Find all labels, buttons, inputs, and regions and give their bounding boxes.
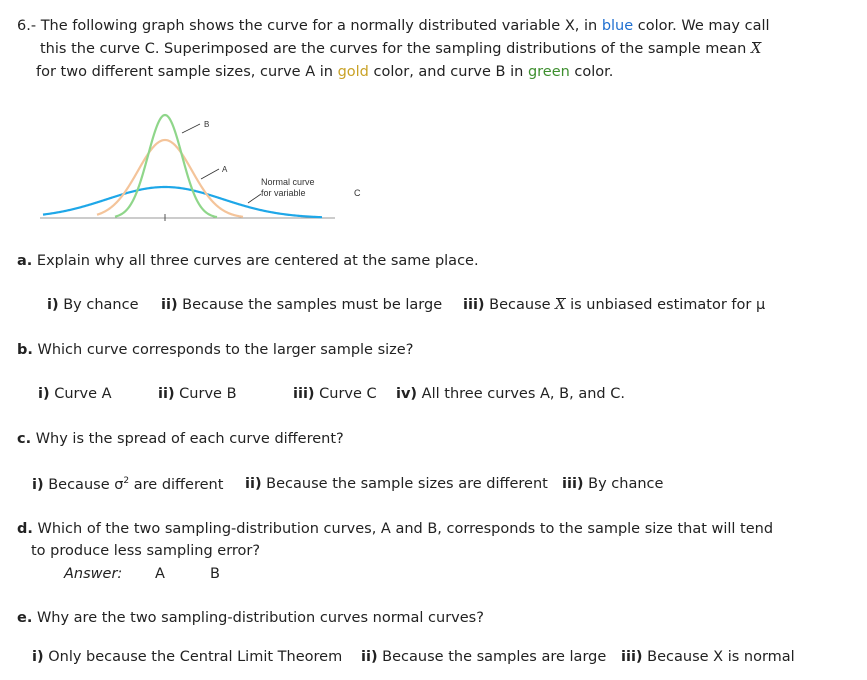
part-a-option-2[interactable]: [161, 297, 442, 313]
part-b-opt4-num: iv): [396, 386, 418, 402]
part-c-letter: c.: [17, 431, 32, 447]
part-c-option-2[interactable]: [245, 476, 548, 492]
normal-curves-figure: [35, 108, 375, 228]
part-e-opt2-text: Because the samples are large: [377, 649, 607, 665]
part-e-letter: e.: [17, 610, 33, 626]
part-c-opt2-num: ii): [245, 476, 262, 492]
blue-word: blue: [601, 18, 634, 34]
normal-curve-label-1: Normal curve: [261, 177, 315, 187]
part-b-option-2[interactable]: [158, 386, 237, 402]
answer-option-a[interactable]: A: [155, 566, 165, 582]
part-e-opt2-num: ii): [361, 649, 378, 665]
pointer-a: [201, 169, 219, 179]
part-a-letter: a.: [17, 253, 33, 269]
green-word: green: [527, 64, 570, 80]
part-a-opt3-pre: Because: [484, 297, 556, 313]
part-d-question-line2: [31, 543, 260, 559]
part-a-opt1-text: By chance: [58, 297, 139, 313]
part-a-option-3[interactable]: [463, 297, 765, 313]
part-a-opt2-num: ii): [161, 297, 178, 313]
part-b-option-4[interactable]: [396, 386, 625, 402]
curve-a-gold: [97, 140, 243, 217]
label-c: C: [354, 188, 361, 198]
part-b-letter: b.: [17, 342, 33, 358]
part-a-text: Explain why all three curves are centered at the same place.: [32, 253, 479, 269]
part-c-opt2-text: Because the sample sizes are different: [261, 476, 548, 492]
part-b-opt1-text: Curve A: [49, 386, 112, 402]
label-b: B: [204, 120, 210, 129]
part-c-option-3[interactable]: [562, 476, 663, 492]
part-c-opt3-num: iii): [562, 476, 584, 492]
part-a-opt2-text: Because the samples must be large: [177, 297, 443, 313]
part-b-option-1[interactable]: [38, 386, 112, 402]
part-e-opt1-num: i): [32, 649, 44, 665]
part-b-question: [17, 342, 413, 358]
part-c-question: [17, 431, 344, 447]
part-c-opt1-post: are different: [129, 476, 224, 493]
part-a-option-1[interactable]: [47, 297, 139, 313]
pointer-b: [182, 124, 200, 133]
part-c-opt3-text: By chance: [583, 476, 664, 492]
xbar-symbol: X: [750, 41, 762, 57]
part-c-text: Why is the spread of each curve different?: [31, 431, 344, 447]
part-e-opt3-num: iii): [621, 649, 643, 665]
pointer-c: [248, 194, 261, 203]
part-e-option-3[interactable]: [621, 649, 795, 665]
part-b-opt3-num: iii): [293, 386, 315, 402]
part-d-letter: d.: [17, 521, 33, 537]
intro-text-3c: color.: [569, 64, 614, 80]
part-a-opt1-num: i): [47, 297, 59, 313]
normal-curve-label-2: for variable: [261, 188, 306, 198]
question-intro-line2: [40, 41, 761, 57]
question-number: 6.-: [17, 18, 37, 34]
answer-option-b[interactable]: B: [210, 566, 220, 582]
question-intro-line1: [17, 18, 770, 34]
intro-text-3: for two different sample sizes, curve A in: [36, 64, 338, 80]
part-a-opt3-num: iii): [463, 297, 485, 313]
part-d-text1: Which of the two sampling-distribution curves, A and B, corresponds to the sample size that will tend: [32, 521, 774, 537]
part-b-opt2-text: Curve B: [174, 386, 237, 402]
intro-text-1b: color. We may call: [633, 18, 770, 34]
part-e-opt3-text: Because X is normal: [642, 649, 795, 665]
part-e-opt1-text: Only because the Central Limit Theorem: [43, 649, 343, 665]
part-b-option-3[interactable]: [293, 386, 377, 402]
part-a-question: [17, 253, 479, 269]
part-b-text: Which curve corresponds to the larger sample size?: [32, 342, 414, 358]
question-intro-line3: [36, 64, 613, 80]
answer-label: Answer:: [64, 566, 123, 582]
part-d-question-line1: [17, 521, 773, 537]
part-c-opt1-sup: 2: [123, 476, 130, 486]
intro-text-3b: color, and curve B in: [368, 64, 528, 80]
part-d-text2: to produce less sampling error?: [31, 543, 261, 559]
part-c-option-1[interactable]: [32, 476, 223, 493]
intro-text-2: this the curve C. Superimposed are the curves for the sampling distributions of the sample mean: [40, 41, 751, 57]
part-a-xbar: X: [555, 297, 566, 313]
part-b-opt1-num: i): [38, 386, 50, 402]
part-c-opt1-num: i): [32, 476, 44, 493]
part-b-opt2-num: ii): [158, 386, 175, 402]
part-b-opt4-text: All three curves A, B, and C.: [417, 386, 625, 402]
curve-b-green: [115, 115, 217, 217]
part-e-option-2[interactable]: [361, 649, 606, 665]
part-e-option-1[interactable]: [32, 649, 342, 665]
part-c-opt1-pre: Because σ: [43, 476, 124, 493]
part-a-opt3-post: is unbiased estimator for μ: [565, 297, 766, 313]
intro-text-1: The following graph shows the curve for a normally distributed variable X, in: [40, 18, 602, 34]
part-b-opt3-text: Curve C: [314, 386, 377, 402]
label-a: A: [222, 165, 228, 174]
part-e-question: [17, 610, 484, 626]
part-e-text: Why are the two sampling-distribution curves normal curves?: [32, 610, 484, 626]
gold-word: gold: [337, 64, 369, 80]
